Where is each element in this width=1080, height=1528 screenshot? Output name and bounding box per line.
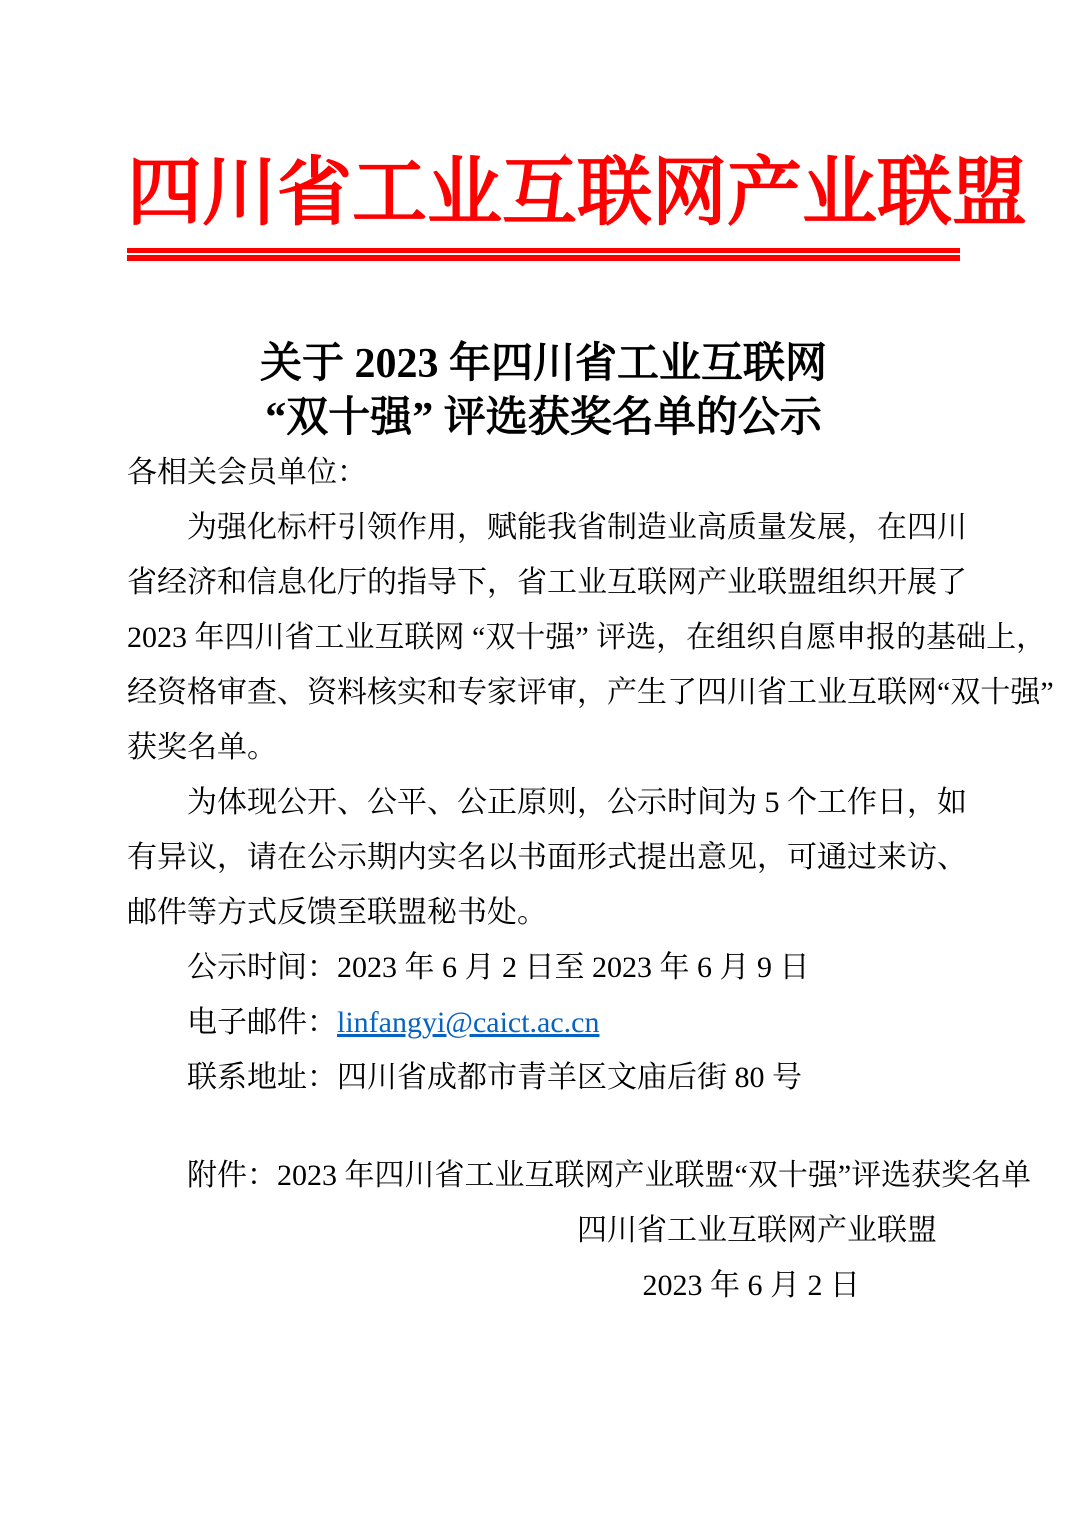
letterhead — [127, 0, 1028, 261]
paragraph-1-line-5: 获奖名单。 — [127, 731, 277, 764]
email-label: 电子邮件： — [187, 1006, 337, 1039]
paragraph-1-line-4: 经资格审查、资料核实和专家评审，产生了四川省工业互联网“双十强” — [127, 676, 1054, 709]
paragraph-2 — [127, 775, 967, 940]
document-body — [127, 445, 1054, 1313]
attachment-note: 附件：2023 年四川省工业互联网产业联盟“双十强”评选获奖名单 — [187, 1159, 1032, 1192]
signature-date: 2023 年 6 月 2 日 — [642, 1269, 860, 1302]
publicity-period-value: 2023 年 6 月 2 日至 2023 年 6 月 9 日 — [337, 951, 810, 984]
signature-org: 四川省工业互联网产业联盟 — [577, 1214, 937, 1247]
publicity-period-line — [127, 940, 960, 995]
paragraph-1-line-3: 2023 年四川省工业互联网 “双十强” 评选，在组织自愿申报的基础上， — [127, 621, 1047, 654]
document-title — [127, 337, 960, 445]
salutation: 各相关会员单位： — [127, 456, 367, 489]
document-title-line-1: 关于 2023 年四川省工业互联网 — [259, 341, 827, 387]
document-title-line-2: “双十强” 评选获奖名单的公示 — [265, 395, 822, 441]
paragraph-2-line-2: 有异议，请在公示期内实名以书面形式提出意见，可通过来访、 — [127, 841, 967, 874]
letterhead-divider-rule — [127, 248, 960, 261]
email-line — [127, 995, 960, 1050]
publicity-period-label: 公示时间： — [187, 951, 337, 984]
paragraph-2-line-3: 邮件等方式反馈至联盟秘书处。 — [127, 896, 547, 929]
paragraph-1 — [127, 500, 1054, 775]
paragraph-1-line-2: 省经济和信息化厅的指导下，省工业互联网产业联盟组织开展了 — [127, 566, 967, 599]
paragraph-1-line-1: 为强化标杆引领作用，赋能我省制造业高质量发展，在四川 — [187, 511, 967, 544]
paragraph-2-line-1: 为体现公开、公平、公正原则，公示时间为 5 个工作日，如 — [187, 786, 967, 819]
email-link[interactable]: linfangyi@caict.ac.cn — [337, 1006, 600, 1039]
address-label: 联系地址： — [187, 1061, 337, 1094]
address-value: 四川省成都市青羊区文庙后街 80 号 — [337, 1061, 802, 1094]
letterhead-org-name: 四川省工业互联网产业联盟 — [127, 152, 1028, 235]
address-line — [127, 1050, 960, 1105]
